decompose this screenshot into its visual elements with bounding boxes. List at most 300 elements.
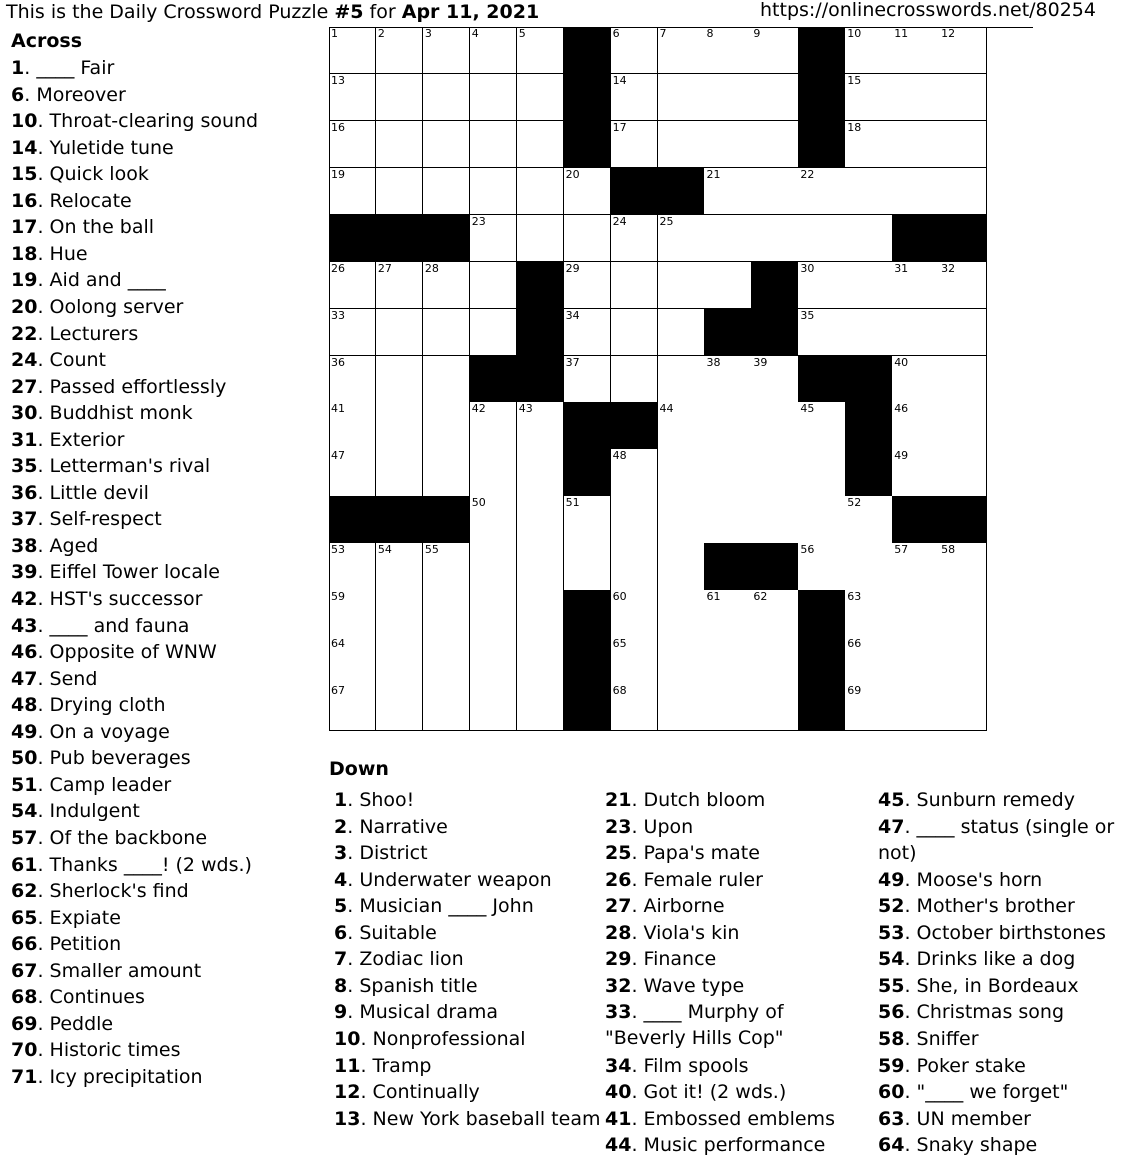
clue-item[interactable]: 10. Throat-clearing sound [11,110,259,133]
grid-cell[interactable] [329,402,376,449]
clue-text: Oolong server [49,295,184,318]
clue-number: 20 [565,167,580,181]
clue-item[interactable]: 69. Peddle [11,1012,114,1035]
clue-item[interactable]: 32. Wave type [605,974,745,997]
grid-cell[interactable] [658,684,705,731]
clue-number: 67 [331,684,345,698]
clue-item[interactable]: 43. ____ and fauna [11,614,190,637]
clue-item[interactable]: 3. District [334,842,428,865]
grid-cell[interactable] [517,543,564,590]
clue-item[interactable]: 38. Aged [11,534,99,557]
grid-cell[interactable] [939,74,986,121]
clue-item[interactable]: 6. Moreover [11,83,126,106]
clue-item[interactable]: 1. Shoo! [334,789,415,811]
grid-cell[interactable] [798,215,845,262]
grid-cell[interactable] [423,168,470,215]
clue-item[interactable]: 65. Expiate [11,906,121,929]
clue-number: 35 [800,308,815,322]
black-square [517,356,564,403]
black-square [564,590,611,637]
grid-cell[interactable] [798,402,845,449]
clue-item[interactable]: 4. Underwater weapon [334,868,552,891]
grid-cell[interactable] [939,543,986,590]
grid-cell[interactable] [658,496,705,543]
grid-cell[interactable] [517,449,564,496]
clue-text: Moose's horn [916,868,1043,891]
clue-item[interactable]: 39. Eiffel Tower locale [11,561,220,584]
clue-number: 61 [11,853,38,876]
grid-cell[interactable] [704,215,751,262]
black-square [892,496,939,543]
grid-cell[interactable] [704,402,751,449]
grid-cell[interactable] [798,496,845,543]
clue-item[interactable]: 54. Indulgent [11,800,140,823]
source-url[interactable]: https://onlinecrosswords.net/80254 [760,0,1096,21]
grid-cell[interactable] [423,356,470,403]
grid-cell[interactable] [892,74,939,121]
grid-cell[interactable] [751,637,798,684]
clue-item[interactable]: 25. Papa's mate [605,842,760,865]
grid-cell[interactable] [939,309,986,356]
clue-item[interactable]: 62. Sherlock's find [11,880,189,903]
clue-item[interactable]: 51. Camp leader [11,773,172,796]
clue-item[interactable]: 67. Smaller amount [11,959,202,982]
grid-cell[interactable] [798,168,845,215]
grid-cell[interactable] [470,496,517,543]
grid-cell[interactable] [939,449,986,496]
grid-cell[interactable] [658,74,705,121]
grid-cell[interactable] [611,449,658,496]
clue-number: 13 [331,73,345,87]
grid-cell[interactable] [517,590,564,637]
grid-cell[interactable] [798,262,845,309]
grid-cell[interactable] [423,449,470,496]
clue-number: 68 [11,986,38,1009]
clue-number: 23 [471,214,486,228]
clue-item[interactable]: 59. Poker stake [878,1054,1026,1077]
grid-cell[interactable] [470,168,517,215]
clue-item[interactable]: 54. Drinks like a dog [878,948,1076,971]
grid-cell[interactable] [751,74,798,121]
grid-cell[interactable] [329,684,376,731]
grid-cell[interactable] [892,356,939,403]
grid-cell[interactable] [470,637,517,684]
clue-item[interactable]: 18. Hue [11,242,88,265]
grid-cell[interactable] [751,684,798,731]
clue-text: Upon [643,815,694,838]
black-square [892,215,939,262]
grid-cell[interactable] [611,74,658,121]
grid-cell[interactable] [658,402,705,449]
grid-cell[interactable] [892,543,939,590]
grid-cell[interactable] [704,590,751,637]
clue-item[interactable]: 47. ____ status (single or not) [878,815,1115,864]
grid-cell[interactable] [939,590,986,637]
grid-cell[interactable] [798,309,845,356]
clue-item[interactable]: 13. New York baseball team [334,1107,601,1130]
grid-cell[interactable] [658,121,705,168]
grid-cell[interactable] [517,168,564,215]
grid-cell[interactable] [564,168,611,215]
grid-cell[interactable] [376,402,423,449]
grid-cell[interactable] [329,27,376,74]
clue-item[interactable]: 49. Moose's horn [878,868,1043,891]
grid-cell[interactable] [658,590,705,637]
grid-cell[interactable] [845,121,892,168]
grid-cell[interactable] [470,74,517,121]
grid-cell[interactable] [845,684,892,731]
grid-cell[interactable] [470,402,517,449]
grid-cell[interactable] [611,309,658,356]
clue-item[interactable]: 63. UN member [878,1107,1031,1130]
clue-item[interactable]: 49. On a voyage [11,720,170,743]
clue-item[interactable]: 41. Embossed emblems [605,1107,835,1130]
clue-item[interactable]: 30. Buddhist monk [11,402,193,425]
clue-item[interactable]: 53. October birthstones [878,921,1106,944]
grid-cell[interactable] [376,74,423,121]
clue-item[interactable]: 33. ____ Murphy of "Beverly Hills Cop" [605,1001,784,1050]
clue-item[interactable]: 6. Suitable [334,921,437,944]
clue-number: 53 [331,543,345,557]
grid-cell[interactable] [517,684,564,731]
grid-cell[interactable] [704,262,751,309]
grid-cell[interactable] [939,121,986,168]
grid-cell[interactable] [329,262,376,309]
clue-item[interactable]: 19. Aid and ____ [11,269,166,292]
grid-cell[interactable] [845,543,892,590]
grid-cell[interactable] [845,215,892,262]
grid-cell[interactable] [423,684,470,731]
clue-item[interactable]: 35. Letterman's rival [11,455,211,478]
clue-item[interactable]: 9. Musical drama [334,1001,499,1024]
clue-item[interactable]: 60. "____ we forget" [878,1081,1069,1104]
grid-cell[interactable] [845,74,892,121]
clue-number: 60 [878,1081,905,1104]
clue-item[interactable]: 55. She, in Bordeaux [878,974,1079,997]
grid-cell[interactable] [329,309,376,356]
grid-cell[interactable] [517,74,564,121]
grid-cell[interactable] [611,684,658,731]
grid-cell[interactable] [564,262,611,309]
grid-cell[interactable] [470,684,517,731]
grid-cell[interactable] [751,356,798,403]
clue-item[interactable]: 61. Thanks ____! (2 wds.) [11,853,252,876]
clue-number: 51 [11,773,38,796]
clue-number: 57 [894,543,909,557]
clue-item[interactable]: 50. Pub beverages [11,747,191,770]
grid-cell[interactable] [517,496,564,543]
clue-item[interactable]: 58. Sniffer [878,1027,979,1050]
grid-cell[interactable] [939,402,986,449]
clue-number: 62 [11,880,38,903]
clue-item[interactable]: 57. Of the backbone [11,826,208,849]
clue-number: 58 [878,1027,905,1050]
clue-item[interactable]: 48. Drying cloth [11,694,166,717]
clue-number: 15 [847,73,862,87]
grid-cell[interactable] [423,27,470,74]
grid-cell[interactable] [751,27,798,74]
clue-number: 30 [11,402,38,425]
grid-cell[interactable] [329,543,376,590]
grid-cell[interactable] [376,262,423,309]
grid-cell[interactable] [704,121,751,168]
clue-item[interactable]: 37. Self-respect [11,508,162,531]
grid-cell[interactable] [470,309,517,356]
grid-cell[interactable] [704,27,751,74]
clue-item[interactable]: 44. Music performance [605,1134,826,1157]
grid-cell[interactable] [658,543,705,590]
clue-item[interactable]: 12. Continually [334,1081,480,1104]
grid-cell[interactable] [751,215,798,262]
grid-cell[interactable] [423,74,470,121]
clue-item[interactable]: 10. Nonprofessional [334,1027,526,1050]
clue-number: 66 [11,933,38,956]
clue-item[interactable]: 45. Sunburn remedy [878,789,1075,811]
grid-cell[interactable] [611,356,658,403]
grid-cell[interactable] [376,27,423,74]
grid-cell[interactable] [517,27,564,74]
grid-cell[interactable] [329,121,376,168]
clue-text: Aged [49,534,99,557]
clue-item[interactable]: 34. Film spools [605,1054,749,1077]
grid-cell[interactable] [892,168,939,215]
grid-cell[interactable] [611,590,658,637]
grid-cell[interactable] [704,684,751,731]
grid-cell[interactable] [329,74,376,121]
grid-cell[interactable] [892,684,939,731]
grid-cell[interactable] [751,590,798,637]
clue-number: 17 [612,120,627,134]
black-square [845,356,892,403]
clue-item[interactable]: 11. Tramp [334,1054,432,1077]
grid-cell[interactable] [892,27,939,74]
clue-item[interactable]: 7. Zodiac lion [334,948,464,971]
grid-cell[interactable] [376,684,423,731]
black-square [798,27,845,74]
clue-item[interactable]: 14. Yuletide tune [11,136,174,159]
grid-cell[interactable] [751,168,798,215]
grid-cell[interactable] [329,590,376,637]
clue-number: 52 [847,496,862,510]
grid-cell[interactable] [798,543,845,590]
clue-number: 66 [847,637,862,651]
grid-cell[interactable] [704,449,751,496]
grid-cell[interactable] [658,27,705,74]
grid-cell[interactable] [939,262,986,309]
grid-cell[interactable] [658,309,705,356]
grid-cell[interactable] [939,27,986,74]
clue-text: Peddle [49,1012,114,1035]
clue-item[interactable]: 20. Oolong server [11,295,184,318]
clue-item[interactable]: 56. Christmas song [878,1001,1065,1024]
grid-cell[interactable] [423,309,470,356]
clue-number: 49 [894,449,909,463]
grid-cell[interactable] [892,309,939,356]
grid-cell[interactable] [329,449,376,496]
grid-cell[interactable] [704,637,751,684]
grid-cell[interactable] [611,121,658,168]
clue-item[interactable]: 52. Mother's brother [878,895,1075,918]
clue-item[interactable]: 71. Icy precipitation [11,1065,203,1088]
grid-cell[interactable] [939,356,986,403]
grid-cell[interactable] [658,215,705,262]
grid-cell[interactable] [751,402,798,449]
clue-item[interactable]: 1. ____ Fair [11,57,115,79]
grid-cell[interactable] [845,27,892,74]
grid-cell[interactable] [658,262,705,309]
grid-cell[interactable] [470,543,517,590]
grid-cell[interactable] [470,449,517,496]
clue-number: 25 [659,214,674,228]
grid-cell[interactable] [423,121,470,168]
grid-cell[interactable] [611,637,658,684]
clue-item[interactable]: 5. Musician ____ John [334,895,534,918]
grid-cell[interactable] [892,402,939,449]
clue-item[interactable]: 66. Petition [11,933,122,956]
grid-cell[interactable] [423,637,470,684]
grid-cell[interactable] [376,356,423,403]
grid-cell[interactable] [517,402,564,449]
grid-cell[interactable] [376,449,423,496]
grid-cell[interactable] [845,309,892,356]
grid-cell[interactable] [704,496,751,543]
grid-cell[interactable] [658,449,705,496]
clue-item[interactable]: 31. Exterior [11,428,125,451]
clue-number: 58 [941,543,956,557]
black-square [564,684,611,731]
grid-cell[interactable] [704,168,751,215]
grid-cell[interactable] [892,637,939,684]
clue-item[interactable]: 23. Upon [605,815,694,838]
grid-cell[interactable] [845,590,892,637]
grid-cell[interactable] [423,590,470,637]
grid-cell[interactable] [892,590,939,637]
clue-number: 27 [377,261,392,275]
grid-cell[interactable] [751,449,798,496]
grid-cell[interactable] [611,496,658,543]
grid-cell[interactable] [704,74,751,121]
clue-text: Letterman's rival [49,455,211,478]
clue-item[interactable]: 26. Female ruler [605,868,763,891]
grid-cell[interactable] [376,637,423,684]
clue-text: Dutch bloom [643,789,766,811]
clue-item[interactable]: 28. Viola's kin [605,921,740,944]
grid-cell[interactable] [564,543,611,590]
grid-cell[interactable] [564,356,611,403]
grid-cell[interactable] [423,262,470,309]
grid-cell[interactable] [564,215,611,262]
grid-cell[interactable] [939,637,986,684]
clue-item[interactable]: 22. Lecturers [11,322,139,345]
grid-cell[interactable] [329,168,376,215]
grid-cell[interactable] [470,590,517,637]
grid-cell[interactable] [470,27,517,74]
grid-cell[interactable] [470,121,517,168]
clue-text: Little devil [49,481,149,504]
grid-cell[interactable] [376,590,423,637]
clue-item[interactable]: 40. Got it! (2 wds.) [605,1081,787,1104]
grid-cell[interactable] [470,262,517,309]
clue-item[interactable]: 47. Send [11,667,98,690]
grid-cell[interactable] [470,215,517,262]
grid-cell[interactable] [658,356,705,403]
grid-cell[interactable] [704,356,751,403]
clue-item[interactable]: 21. Dutch bloom [605,789,766,811]
clue-number: 50 [11,747,38,770]
grid-cell[interactable] [423,402,470,449]
grid-cell[interactable] [939,168,986,215]
grid-cell[interactable] [423,543,470,590]
clue-item[interactable]: 16. Relocate [11,189,132,212]
clue-item[interactable]: 2. Narrative [334,815,448,838]
grid-cell[interactable] [611,262,658,309]
grid-cell[interactable] [892,262,939,309]
clue-item[interactable]: 27. Passed effortlessly [11,375,227,398]
grid-cell[interactable] [751,496,798,543]
grid-cell[interactable] [892,449,939,496]
grid-cell[interactable] [939,684,986,731]
grid-cell[interactable] [517,215,564,262]
grid-cell[interactable] [376,309,423,356]
clue-number: 69 [11,1012,38,1035]
clue-item[interactable]: 42. HST's successor [11,588,203,610]
clue-item[interactable]: 70. Historic times [11,1039,181,1062]
black-square [564,402,611,449]
grid-cell[interactable] [798,449,845,496]
grid-cell[interactable] [564,309,611,356]
clue-item[interactable]: 27. Airborne [605,895,725,918]
clue-item[interactable]: 29. Finance [605,948,717,971]
grid-cell[interactable] [329,637,376,684]
clue-number: 17 [11,216,38,239]
clue-item[interactable]: 64. Snaky shape [878,1134,1038,1157]
grid-cell[interactable] [658,637,705,684]
clue-text: Pub beverages [49,747,191,770]
clue-item[interactable]: 8. Spanish title [334,974,478,997]
grid-cell[interactable] [845,496,892,543]
grid-cell[interactable] [611,215,658,262]
grid-cell[interactable] [517,121,564,168]
clue-text: ____ and fauna [49,614,190,637]
grid-cell[interactable] [517,637,564,684]
grid-cell[interactable] [845,262,892,309]
clue-number: 47 [11,667,38,690]
grid-cell[interactable] [845,637,892,684]
clue-text: Embossed emblems [643,1107,835,1130]
grid-cell[interactable] [611,27,658,74]
grid-cell[interactable] [329,356,376,403]
clue-text: Got it! (2 wds.) [643,1081,787,1104]
grid-cell[interactable] [892,121,939,168]
grid-cell[interactable] [376,543,423,590]
clue-text: Continues [49,986,145,1009]
grid-cell[interactable] [611,543,658,590]
grid-cell[interactable] [845,168,892,215]
clue-number: 47 [878,815,905,838]
grid-cell[interactable] [376,168,423,215]
clue-text: Finance [643,948,717,971]
clue-item[interactable]: 17. On the ball [11,216,155,239]
clue-item[interactable]: 46. Opposite of WNW [11,641,217,664]
grid-cell[interactable] [751,121,798,168]
grid-cell[interactable] [376,121,423,168]
clue-item[interactable]: 36. Little devil [11,481,149,504]
clue-item[interactable]: 15. Quick look [11,163,149,186]
grid-cell[interactable] [564,496,611,543]
clue-number: 26 [331,261,345,275]
clue-item[interactable]: 24. Count [11,349,106,372]
clue-item[interactable]: 68. Continues [11,986,145,1009]
